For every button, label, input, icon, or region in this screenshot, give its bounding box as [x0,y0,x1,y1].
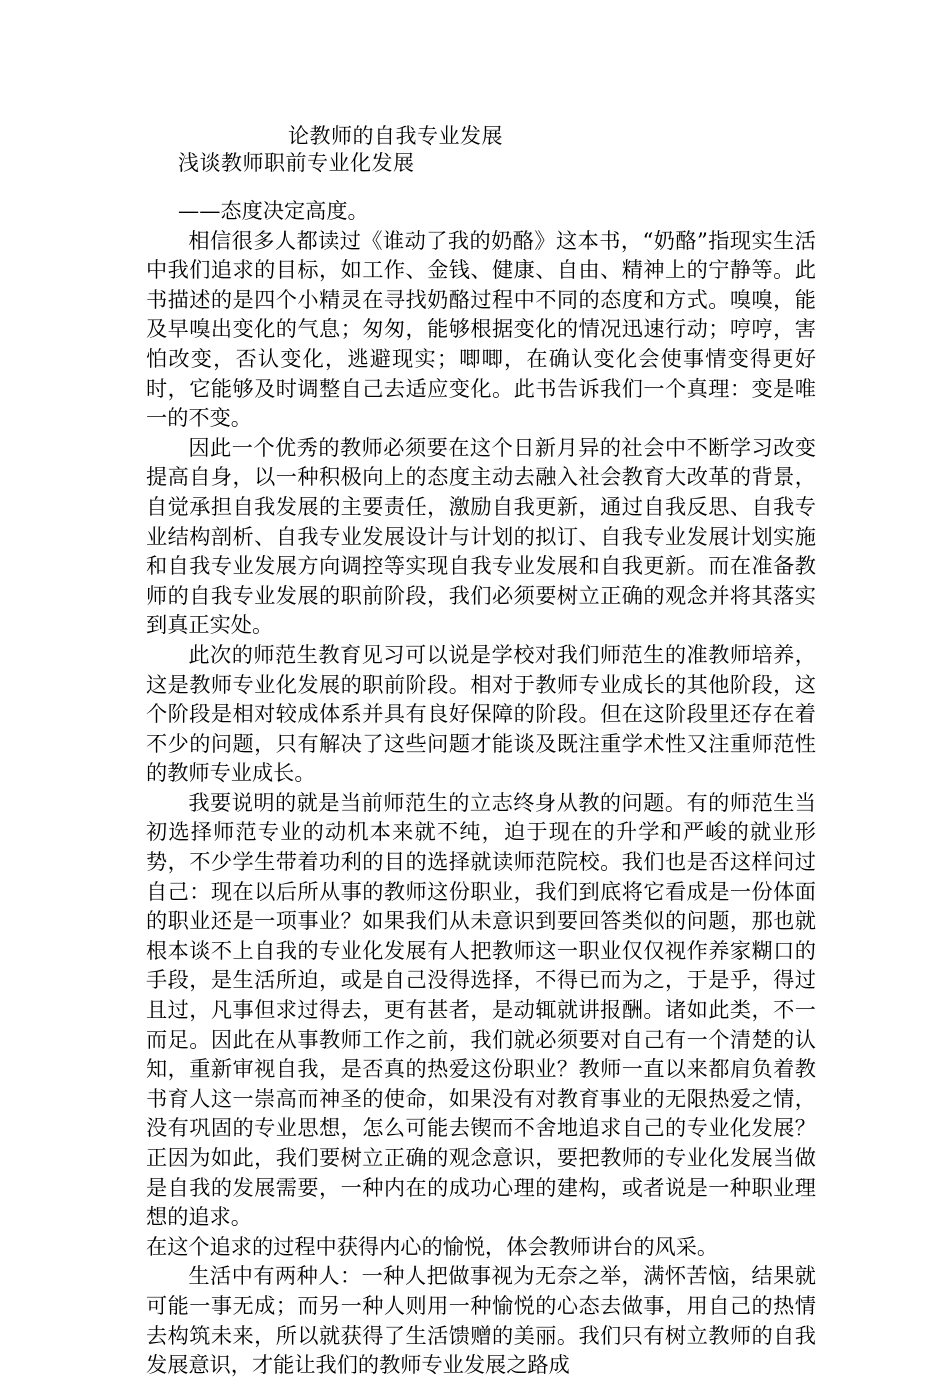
document-subtitle: 浅谈教师职前专业化发展 [178,151,415,175]
document-title: 论教师的自我专业发展 [288,124,503,148]
paragraph: 此次的师范生教育见习可以说是学校对我们师范生的准教师培养，这是教师专业化发展的职前阶段。相对于教师专业成长的其他阶段，这个阶段是相对较成体系并具有良好保障的阶段。但在这阶段里还存在着不少的问题，只有解决了这些问题才能谈及既注重学术性又注重师范性的教师专业成长。 [146,641,816,786]
paragraph: 在这个追求的过程中获得内心的愉悦，体会教师讲台的风采。 [146,1233,719,1259]
paragraph: 生活中有两种人：一种人把做事视为无奈之举，满怀苦恼，结果就可能一事无成；而另一种人则用一种愉悦的心态去做事，用自己的热情去构筑未来，所以就获得了生活馈赠的美丽。我们只有树立教师的自我发展意识，才能让我们的教师专业发展之路成 [146,1263,816,1378]
paragraph: 因此一个优秀的教师必须要在这个日新月异的社会中不断学习改变提高自身，以一种积极向上的态度主动去融入社会教育大改革的背景，自觉承担自我发展的主要责任，激励自我更新，通过自我反思、自我专业结构剖析、自我专业发展设计与计划的拟订、自我专业发展计划实施和自我专业发展方向调控等实现自我专业发展和自我更新。而在准备教师的自我专业发展的职前阶段，我们必须要树立正确的观念并将其落实到真正实处。 [146,434,816,638]
tagline: ——态度决定高度。 [178,198,369,223]
document-body [146,196,816,1380]
paragraph: 相信很多人都读过《谁动了我的奶酪》这本书，“奶酪”指现实生活中我们追求的目标，如工作、金钱、健康、自由、精神上的宁静等。此书描述的是四个小精灵在寻找奶酪过程中不同的态度和方式。嗅嗅，能及早嗅出变化的气息；匆匆，能够根据变化的情况迅速行动；哼哼，害怕改变，否认变化，逃避现实；唧唧，在确认变化会使事情变得更好时，它能够及时调整自己去适应变化。此书告诉我们一个真理：变是唯一的不变。 [146,227,816,431]
paragraph: 我要说明的就是当前师范生的立志终身从教的问题。有的师范生当初选择师范专业的动机本来就不纯，迫于现在的升学和严峻的就业形势，不少学生带着功利的目的选择就读师范院校。我们也是否这样问过自己：现在以后所从事的教师这份职业，我们到底将它看成是一份体面的职业还是一项事业？如果我们从未意识到要回答类似的问题，那也就根本谈不上自我的专业化发展有人把教师这一职业仅仅视作养家糊口的手段，是生活所迫，或是自己没得选择，不得已而为之，于是乎，得过且过，凡事但求过得去，更有甚者，是动辄就讲报酬。诸如此类，不一而足。因此在从事教师工作之前，我们就必须要对自己有一个清楚的认知，重新审视自我，是否真的热爱这份职业？教师一直以来都肩负着教书育人这一崇高而神圣的使命，如果没有对教育事业的无限热爱之情，没有巩固的专业思想，怎么可能去锲而不舍地追求自己的专业化发展？正因为如此，我们要树立正确的观念意识，要把教师的专业化发展当做是自我的发展需要，一种内在的成功心理的建构，或者说是一种职业理想的追求。 [146,789,816,1230]
